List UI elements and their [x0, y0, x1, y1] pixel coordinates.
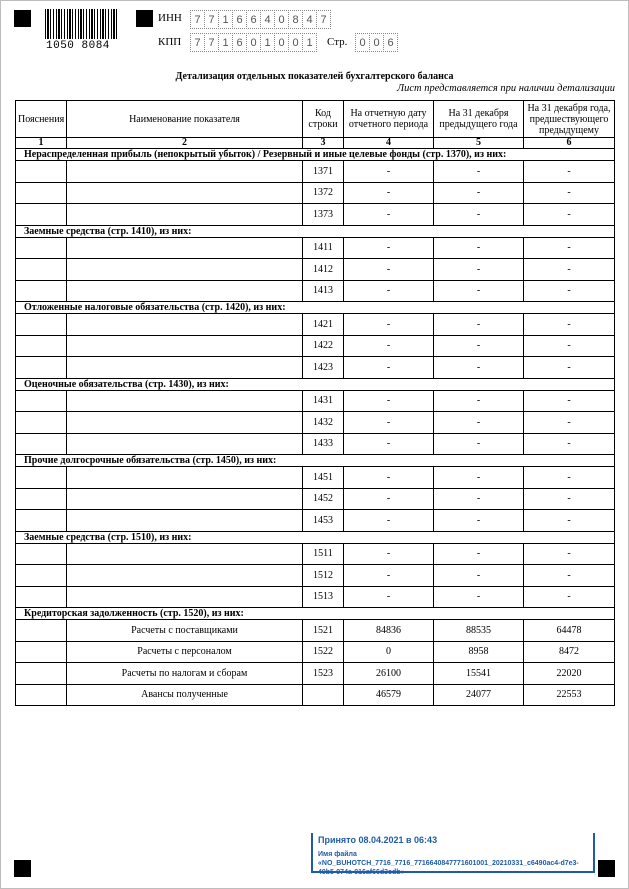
- year-before-previous-value: -: [524, 182, 615, 204]
- line-code-cell: 1512: [303, 565, 344, 587]
- notes-cell: [16, 586, 67, 608]
- indicator-name-cell: [67, 280, 303, 302]
- previous-year-value: -: [434, 433, 524, 455]
- column-number: 1: [16, 138, 67, 149]
- barcode-number: 1050 8084: [46, 40, 110, 52]
- indicator-name-cell: [67, 488, 303, 510]
- current-period-value: -: [344, 314, 434, 336]
- notes-cell: [16, 488, 67, 510]
- section-header-row: [16, 531, 615, 543]
- column-number: 2: [67, 138, 303, 149]
- table-row: [16, 620, 615, 642]
- inn-digit-cell: 8: [288, 10, 303, 29]
- table-row: [16, 641, 615, 663]
- indicator-name-cell: [67, 335, 303, 357]
- inn-digit-cell: 4: [260, 10, 275, 29]
- previous-year-value: -: [434, 204, 524, 226]
- line-code-cell: 1452: [303, 488, 344, 510]
- indicator-name-cell: [67, 237, 303, 259]
- page-number-field: [355, 33, 397, 52]
- column-number: 5: [434, 138, 524, 149]
- previous-year-value: -: [434, 586, 524, 608]
- notes-cell: [16, 565, 67, 587]
- notes-cell: [16, 204, 67, 226]
- detail-table: [15, 100, 615, 706]
- notes-cell: [16, 259, 67, 281]
- table-row: [16, 280, 615, 302]
- current-period-value: -: [344, 433, 434, 455]
- corner-marker-top-mid: [136, 10, 153, 27]
- line-code-cell: 1521: [303, 620, 344, 642]
- stamp-file-label: Имя файла: [318, 851, 357, 858]
- year-before-previous-value: -: [524, 357, 615, 379]
- stamp-title: Принято 08.04.2021 в 06:43: [318, 835, 438, 845]
- page-digit-cell: 6: [383, 33, 398, 52]
- previous-year-value: -: [434, 280, 524, 302]
- notes-cell: [16, 467, 67, 489]
- notes-cell: [16, 390, 67, 412]
- notes-cell: [16, 620, 67, 642]
- line-code-cell: 1421: [303, 314, 344, 336]
- current-period-value: -: [344, 565, 434, 587]
- notes-cell: [16, 237, 67, 259]
- inn-digit-cell: 4: [302, 10, 317, 29]
- current-period-value: -: [344, 280, 434, 302]
- table-row: [16, 182, 615, 204]
- section-title: Нераспределенная прибыль (непокрытый убыток) / Резервный и иные целевые фонды (стр. 1370), из них:: [16, 149, 615, 161]
- kpp-digit-cell: 6: [232, 33, 247, 52]
- current-period-value: -: [344, 204, 434, 226]
- year-before-previous-value: -: [524, 467, 615, 489]
- indicator-name-cell: [67, 357, 303, 379]
- inn-digit-cell: 6: [232, 10, 247, 29]
- inn-digit-cell: 7: [316, 10, 331, 29]
- notes-cell: [16, 641, 67, 663]
- indicator-name-cell: Расчеты с поставщиками: [67, 620, 303, 642]
- header-notes: Пояснения: [16, 101, 67, 138]
- section-header-row: [16, 378, 615, 390]
- table-row: [16, 565, 615, 587]
- previous-year-value: -: [434, 412, 524, 434]
- page-digit-cell: 0: [369, 33, 384, 52]
- kpp-digit-cell: 1: [218, 33, 233, 52]
- table-row: [16, 204, 615, 226]
- year-before-previous-value: -: [524, 204, 615, 226]
- year-before-previous-value: -: [524, 510, 615, 532]
- indicator-name-cell: Авансы полученные: [67, 684, 303, 706]
- current-period-value: -: [344, 390, 434, 412]
- indicator-name-cell: [67, 467, 303, 489]
- current-period-value: -: [344, 510, 434, 532]
- line-code-cell: 1453: [303, 510, 344, 532]
- notes-cell: [16, 663, 67, 685]
- year-before-previous-value: -: [524, 565, 615, 587]
- section-title: Заемные средства (стр. 1410), из них:: [16, 225, 615, 237]
- previous-year-value: 15541: [434, 663, 524, 685]
- current-period-value: -: [344, 259, 434, 281]
- column-number: 4: [344, 138, 434, 149]
- line-code-cell: 1432: [303, 412, 344, 434]
- table-row: [16, 161, 615, 183]
- previous-year-value: -: [434, 314, 524, 336]
- table-row: [16, 259, 615, 281]
- table-row: [16, 663, 615, 685]
- acceptance-stamp: [311, 833, 595, 876]
- line-code-cell: 1422: [303, 335, 344, 357]
- table-row: [16, 467, 615, 489]
- indicator-name-cell: Расчеты по налогам и сборам: [67, 663, 303, 685]
- table-row: [16, 390, 615, 412]
- corner-marker-top-left: [14, 10, 31, 27]
- indicator-name-cell: Расчеты с персоналом: [67, 641, 303, 663]
- section-title: Оценочные обязательства (стр. 1430), из них:: [16, 378, 615, 390]
- inn-digit-cell: 7: [204, 10, 219, 29]
- year-before-previous-value: -: [524, 433, 615, 455]
- year-before-previous-value: -: [524, 412, 615, 434]
- previous-year-value: -: [434, 488, 524, 510]
- indicator-name-cell: [67, 314, 303, 336]
- table-row: [16, 586, 615, 608]
- year-before-previous-value: -: [524, 390, 615, 412]
- kpp-field: [190, 33, 316, 52]
- table-row: [16, 543, 615, 565]
- section-header-row: [16, 608, 615, 620]
- notes-cell: [16, 684, 67, 706]
- section-title: Прочие долгосрочные обязательства (стр. 1450), из них:: [16, 455, 615, 467]
- table-row: [16, 357, 615, 379]
- previous-year-value: -: [434, 259, 524, 281]
- inn-digit-cell: 0: [274, 10, 289, 29]
- kpp-digit-cell: 7: [190, 33, 205, 52]
- table-row: [16, 237, 615, 259]
- notes-cell: [16, 357, 67, 379]
- header-current-period: На отчетную дату отчетного периода: [344, 101, 434, 138]
- previous-year-value: 8958: [434, 641, 524, 663]
- current-period-value: -: [344, 182, 434, 204]
- line-code-cell: 1522: [303, 641, 344, 663]
- kpp-digit-cell: 1: [302, 33, 317, 52]
- year-before-previous-value: 64478: [524, 620, 615, 642]
- previous-year-value: -: [434, 161, 524, 183]
- kpp-digit-cell: 0: [246, 33, 261, 52]
- year-before-previous-value: -: [524, 335, 615, 357]
- line-code-cell: 1412: [303, 259, 344, 281]
- column-number: 6: [524, 138, 615, 149]
- current-period-value: -: [344, 586, 434, 608]
- year-before-previous-value: -: [524, 488, 615, 510]
- corner-marker-bottom-left: [14, 860, 31, 877]
- notes-cell: [16, 510, 67, 532]
- header-year-before-previous: На 31 декабря года, предшествующего предыдущему: [524, 101, 615, 138]
- notes-cell: [16, 412, 67, 434]
- section-header-row: [16, 225, 615, 237]
- section-header-row: [16, 455, 615, 467]
- year-before-previous-value: -: [524, 543, 615, 565]
- current-period-value: 46579: [344, 684, 434, 706]
- notes-cell: [16, 335, 67, 357]
- year-before-previous-value: 22020: [524, 663, 615, 685]
- line-code-cell: [303, 684, 344, 706]
- indicator-name-cell: [67, 412, 303, 434]
- indicator-name-cell: [67, 161, 303, 183]
- indicator-name-cell: [67, 565, 303, 587]
- line-code-cell: 1413: [303, 280, 344, 302]
- line-code-cell: 1411: [303, 237, 344, 259]
- indicator-name-cell: [67, 543, 303, 565]
- previous-year-value: 88535: [434, 620, 524, 642]
- notes-cell: [16, 182, 67, 204]
- indicator-name-cell: [67, 259, 303, 281]
- inn-digit-cell: 7: [190, 10, 205, 29]
- previous-year-value: -: [434, 357, 524, 379]
- table-row: [16, 314, 615, 336]
- previous-year-value: -: [434, 237, 524, 259]
- current-period-value: -: [344, 467, 434, 489]
- indicator-name-cell: [67, 390, 303, 412]
- line-code-cell: 1371: [303, 161, 344, 183]
- section-title: Отложенные налоговые обязательства (стр. 1420), из них:: [16, 302, 615, 314]
- year-before-previous-value: 8472: [524, 641, 615, 663]
- current-period-value: -: [344, 237, 434, 259]
- line-code-cell: 1511: [303, 543, 344, 565]
- inn-digit-cell: 6: [246, 10, 261, 29]
- inn-digit-cell: 1: [218, 10, 233, 29]
- year-before-previous-value: -: [524, 237, 615, 259]
- corner-marker-bottom-right: [598, 860, 615, 877]
- current-period-value: -: [344, 335, 434, 357]
- previous-year-value: -: [434, 565, 524, 587]
- indicator-name-cell: [67, 433, 303, 455]
- section-title: Заемные средства (стр. 1510), из них:: [16, 531, 615, 543]
- line-code-cell: 1373: [303, 204, 344, 226]
- line-code-cell: 1513: [303, 586, 344, 608]
- notes-cell: [16, 161, 67, 183]
- current-period-value: -: [344, 412, 434, 434]
- current-period-value: -: [344, 161, 434, 183]
- section-title: Кредиторская задолженность (стр. 1520), из них:: [16, 608, 615, 620]
- section-header-row: [16, 302, 615, 314]
- current-period-value: 0: [344, 641, 434, 663]
- year-before-previous-value: 22553: [524, 684, 615, 706]
- current-period-value: 26100: [344, 663, 434, 685]
- line-code-cell: 1423: [303, 357, 344, 379]
- previous-year-value: -: [434, 335, 524, 357]
- line-code-cell: 1431: [303, 390, 344, 412]
- table-row: [16, 412, 615, 434]
- previous-year-value: -: [434, 390, 524, 412]
- indicator-name-cell: [67, 204, 303, 226]
- previous-year-value: -: [434, 543, 524, 565]
- current-period-value: -: [344, 488, 434, 510]
- indicator-name-cell: [67, 182, 303, 204]
- year-before-previous-value: -: [524, 280, 615, 302]
- kpp-digit-cell: 7: [204, 33, 219, 52]
- stamp-file-name: «NO_BUHOTCH_7716_7716_7716640847771601001_20210331_c6490ac4-d7e3-49b5-974a-016af66d3cdb»: [318, 860, 579, 876]
- notes-cell: [16, 314, 67, 336]
- page-digit-cell: 0: [355, 33, 370, 52]
- line-code-cell: 1451: [303, 467, 344, 489]
- year-before-previous-value: -: [524, 314, 615, 336]
- header-previous-year: На 31 декабря предыдущего года: [434, 101, 524, 138]
- form-title: Детализация отдельных показателей бухгалтерского баланса: [175, 71, 454, 82]
- kpp-digit-cell: 0: [274, 33, 289, 52]
- header-line-code: Код строки: [303, 101, 344, 138]
- table-row: [16, 433, 615, 455]
- current-period-value: -: [344, 543, 434, 565]
- page-label: Стр.: [327, 36, 348, 48]
- line-code-cell: 1433: [303, 433, 344, 455]
- year-before-previous-value: -: [524, 161, 615, 183]
- kpp-label: КПП: [158, 36, 182, 48]
- kpp-digit-cell: 1: [260, 33, 275, 52]
- column-number: 3: [303, 138, 344, 149]
- indicator-name-cell: [67, 510, 303, 532]
- notes-cell: [16, 433, 67, 455]
- current-period-value: 84836: [344, 620, 434, 642]
- header-indicator-name: Наименование показателя: [67, 101, 303, 138]
- year-before-previous-value: -: [524, 586, 615, 608]
- notes-cell: [16, 280, 67, 302]
- table-row: [16, 488, 615, 510]
- line-code-cell: 1372: [303, 182, 344, 204]
- previous-year-value: -: [434, 182, 524, 204]
- section-header-row: [16, 149, 615, 161]
- inn-field: [190, 10, 330, 29]
- previous-year-value: 24077: [434, 684, 524, 706]
- stamp-file-line: [318, 850, 590, 877]
- previous-year-value: -: [434, 510, 524, 532]
- previous-year-value: -: [434, 467, 524, 489]
- table-row: [16, 510, 615, 532]
- notes-cell: [16, 543, 67, 565]
- year-before-previous-value: -: [524, 259, 615, 281]
- inn-label: ИНН: [158, 12, 182, 24]
- table-row: [16, 684, 615, 706]
- indicator-name-cell: [67, 586, 303, 608]
- current-period-value: -: [344, 357, 434, 379]
- line-code-cell: 1523: [303, 663, 344, 685]
- kpp-digit-cell: 0: [288, 33, 303, 52]
- barcode-image: [45, 9, 118, 39]
- table-row: [16, 335, 615, 357]
- form-note: Лист представляется при наличии детализации: [397, 83, 615, 94]
